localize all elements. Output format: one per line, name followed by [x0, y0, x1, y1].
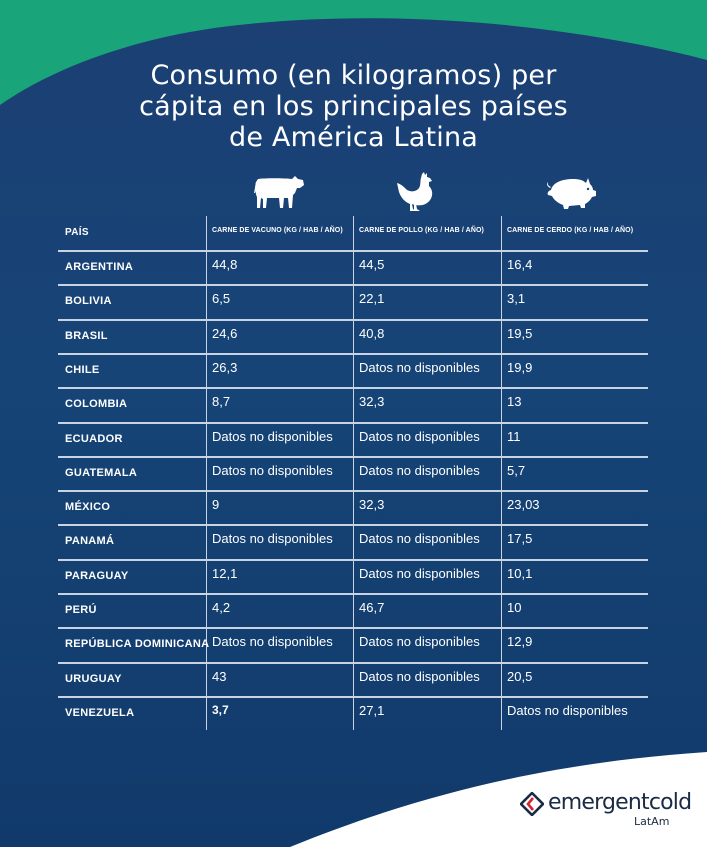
header-country: PAÍS [65, 227, 89, 238]
table-row-country: BRASIL [65, 329, 108, 342]
row-divider [58, 250, 648, 252]
table-cell-chicken: 44,5 [359, 257, 385, 272]
table-cell-chicken: Datos no disponibles [359, 462, 480, 478]
row-divider [58, 284, 648, 286]
table-cell-pork: 3,1 [507, 291, 526, 307]
cow-icon [254, 173, 306, 211]
row-divider [58, 319, 648, 321]
table-cell-beef: 43 [212, 668, 227, 684]
table-cell-chicken: Datos no disponibles [359, 359, 480, 375]
row-divider [58, 593, 648, 595]
row-divider [58, 662, 648, 664]
table-cell-beef: 9 [212, 497, 220, 513]
table-cell-beef: 8,7 [212, 394, 231, 410]
table-cell-chicken: 40,8 [359, 325, 385, 341]
table-cell-pork: Datos no disponibles [507, 702, 628, 718]
table-cell-chicken: Datos no disponibles [359, 565, 480, 581]
table-cell-pork: 20,5 [507, 668, 533, 684]
pig-icon [545, 176, 597, 210]
table-cell-pork: 13 [507, 394, 522, 410]
column-divider [353, 216, 354, 730]
row-divider [58, 627, 648, 629]
column-divider [206, 216, 207, 730]
table-row-country: CHILE [65, 363, 100, 376]
table-cell-chicken: 32,3 [359, 497, 385, 513]
table-cell-pork: 23,03 [507, 497, 540, 513]
emergentcold-logo [520, 790, 690, 830]
row-divider [58, 559, 648, 561]
table-row-country: REPÚBLICA DOMINICANA [65, 638, 210, 651]
table-cell-pork: 10 [507, 600, 522, 615]
table-cell-chicken: Datos no disponibles [359, 428, 480, 444]
table-row-country: PANAMÁ [65, 535, 115, 548]
table-row-country: VENEZUELA [65, 706, 135, 719]
table-cell-beef: 44,8 [212, 257, 238, 272]
table-cell-beef: 26,3 [212, 359, 238, 375]
logo-subtitle: LatAm [634, 815, 670, 828]
table-cell-beef: Datos no disponibles [212, 428, 333, 444]
chicken-icon [396, 171, 436, 215]
row-divider [58, 387, 648, 389]
table-cell-chicken: Datos no disponibles [359, 531, 480, 547]
logo-wordmark [548, 790, 691, 815]
table-cell-pork: 19,9 [507, 359, 533, 375]
row-divider [58, 524, 648, 526]
row-divider [58, 696, 648, 698]
table-row-country: GUATEMALA [65, 466, 138, 479]
table-cell-pork: 5,7 [507, 462, 526, 478]
column-divider [501, 216, 502, 730]
table-row-country: URUGUAY [65, 672, 122, 685]
table-row-country: BOLIVIA [65, 295, 112, 308]
table-cell-beef: 12,1 [212, 565, 238, 581]
table-cell-chicken: 22,1 [359, 291, 385, 307]
table-cell-pork: 12,9 [507, 634, 533, 650]
table-cell-chicken: Datos no disponibles [359, 668, 480, 684]
table-cell-chicken: 46,7 [359, 600, 385, 615]
table-cell-pork: 10,1 [507, 565, 533, 581]
table-cell-beef: 3,7 [212, 702, 229, 717]
table-row-country: ARGENTINA [65, 261, 134, 273]
table-row-country: PARAGUAY [65, 569, 129, 582]
table-row-country: MÉXICO [65, 501, 111, 514]
header-pork: CARNE DE CERDO (KG / HAB / AÑO) [507, 227, 634, 234]
table-cell-chicken: Datos no disponibles [359, 634, 480, 650]
table-cell-pork: 11 [507, 428, 521, 444]
table-row-country: ECUADOR [65, 432, 123, 445]
table-cell-beef: 24,6 [212, 325, 238, 341]
table-cell-pork: 16,4 [507, 257, 533, 272]
table-cell-beef: Datos no disponibles [212, 462, 333, 478]
table-cell-chicken: 32,3 [359, 394, 385, 410]
row-divider [58, 353, 648, 355]
row-divider [58, 456, 648, 458]
logo-word-cold: cold [648, 790, 692, 815]
logo-word-emergent: emergent [548, 790, 649, 815]
table-cell-beef: 4,2 [212, 600, 231, 615]
table-cell-beef: 6,5 [212, 291, 231, 307]
header-beef: CARNE DE VACUNO (KG / HAB / AÑO) [212, 227, 343, 234]
table-row-country: COLOMBIA [65, 398, 128, 411]
table-cell-pork: 19,5 [507, 325, 533, 341]
row-divider [58, 422, 648, 424]
table-cell-pork: 17,5 [507, 531, 533, 547]
header-chicken: CARNE DE POLLO (KG / HAB / AÑO) [359, 227, 484, 234]
table-cell-beef: Datos no disponibles [212, 634, 333, 650]
chart-title: Consumo (en kilogramos) per cápita en los principales países de América Latina [139, 60, 568, 153]
table-cell-chicken: 27,1 [359, 702, 385, 718]
logo-mark-icon [520, 792, 544, 816]
row-divider [58, 490, 648, 492]
table-row-country: PERÚ [65, 604, 97, 616]
table-cell-beef: Datos no disponibles [212, 531, 333, 547]
